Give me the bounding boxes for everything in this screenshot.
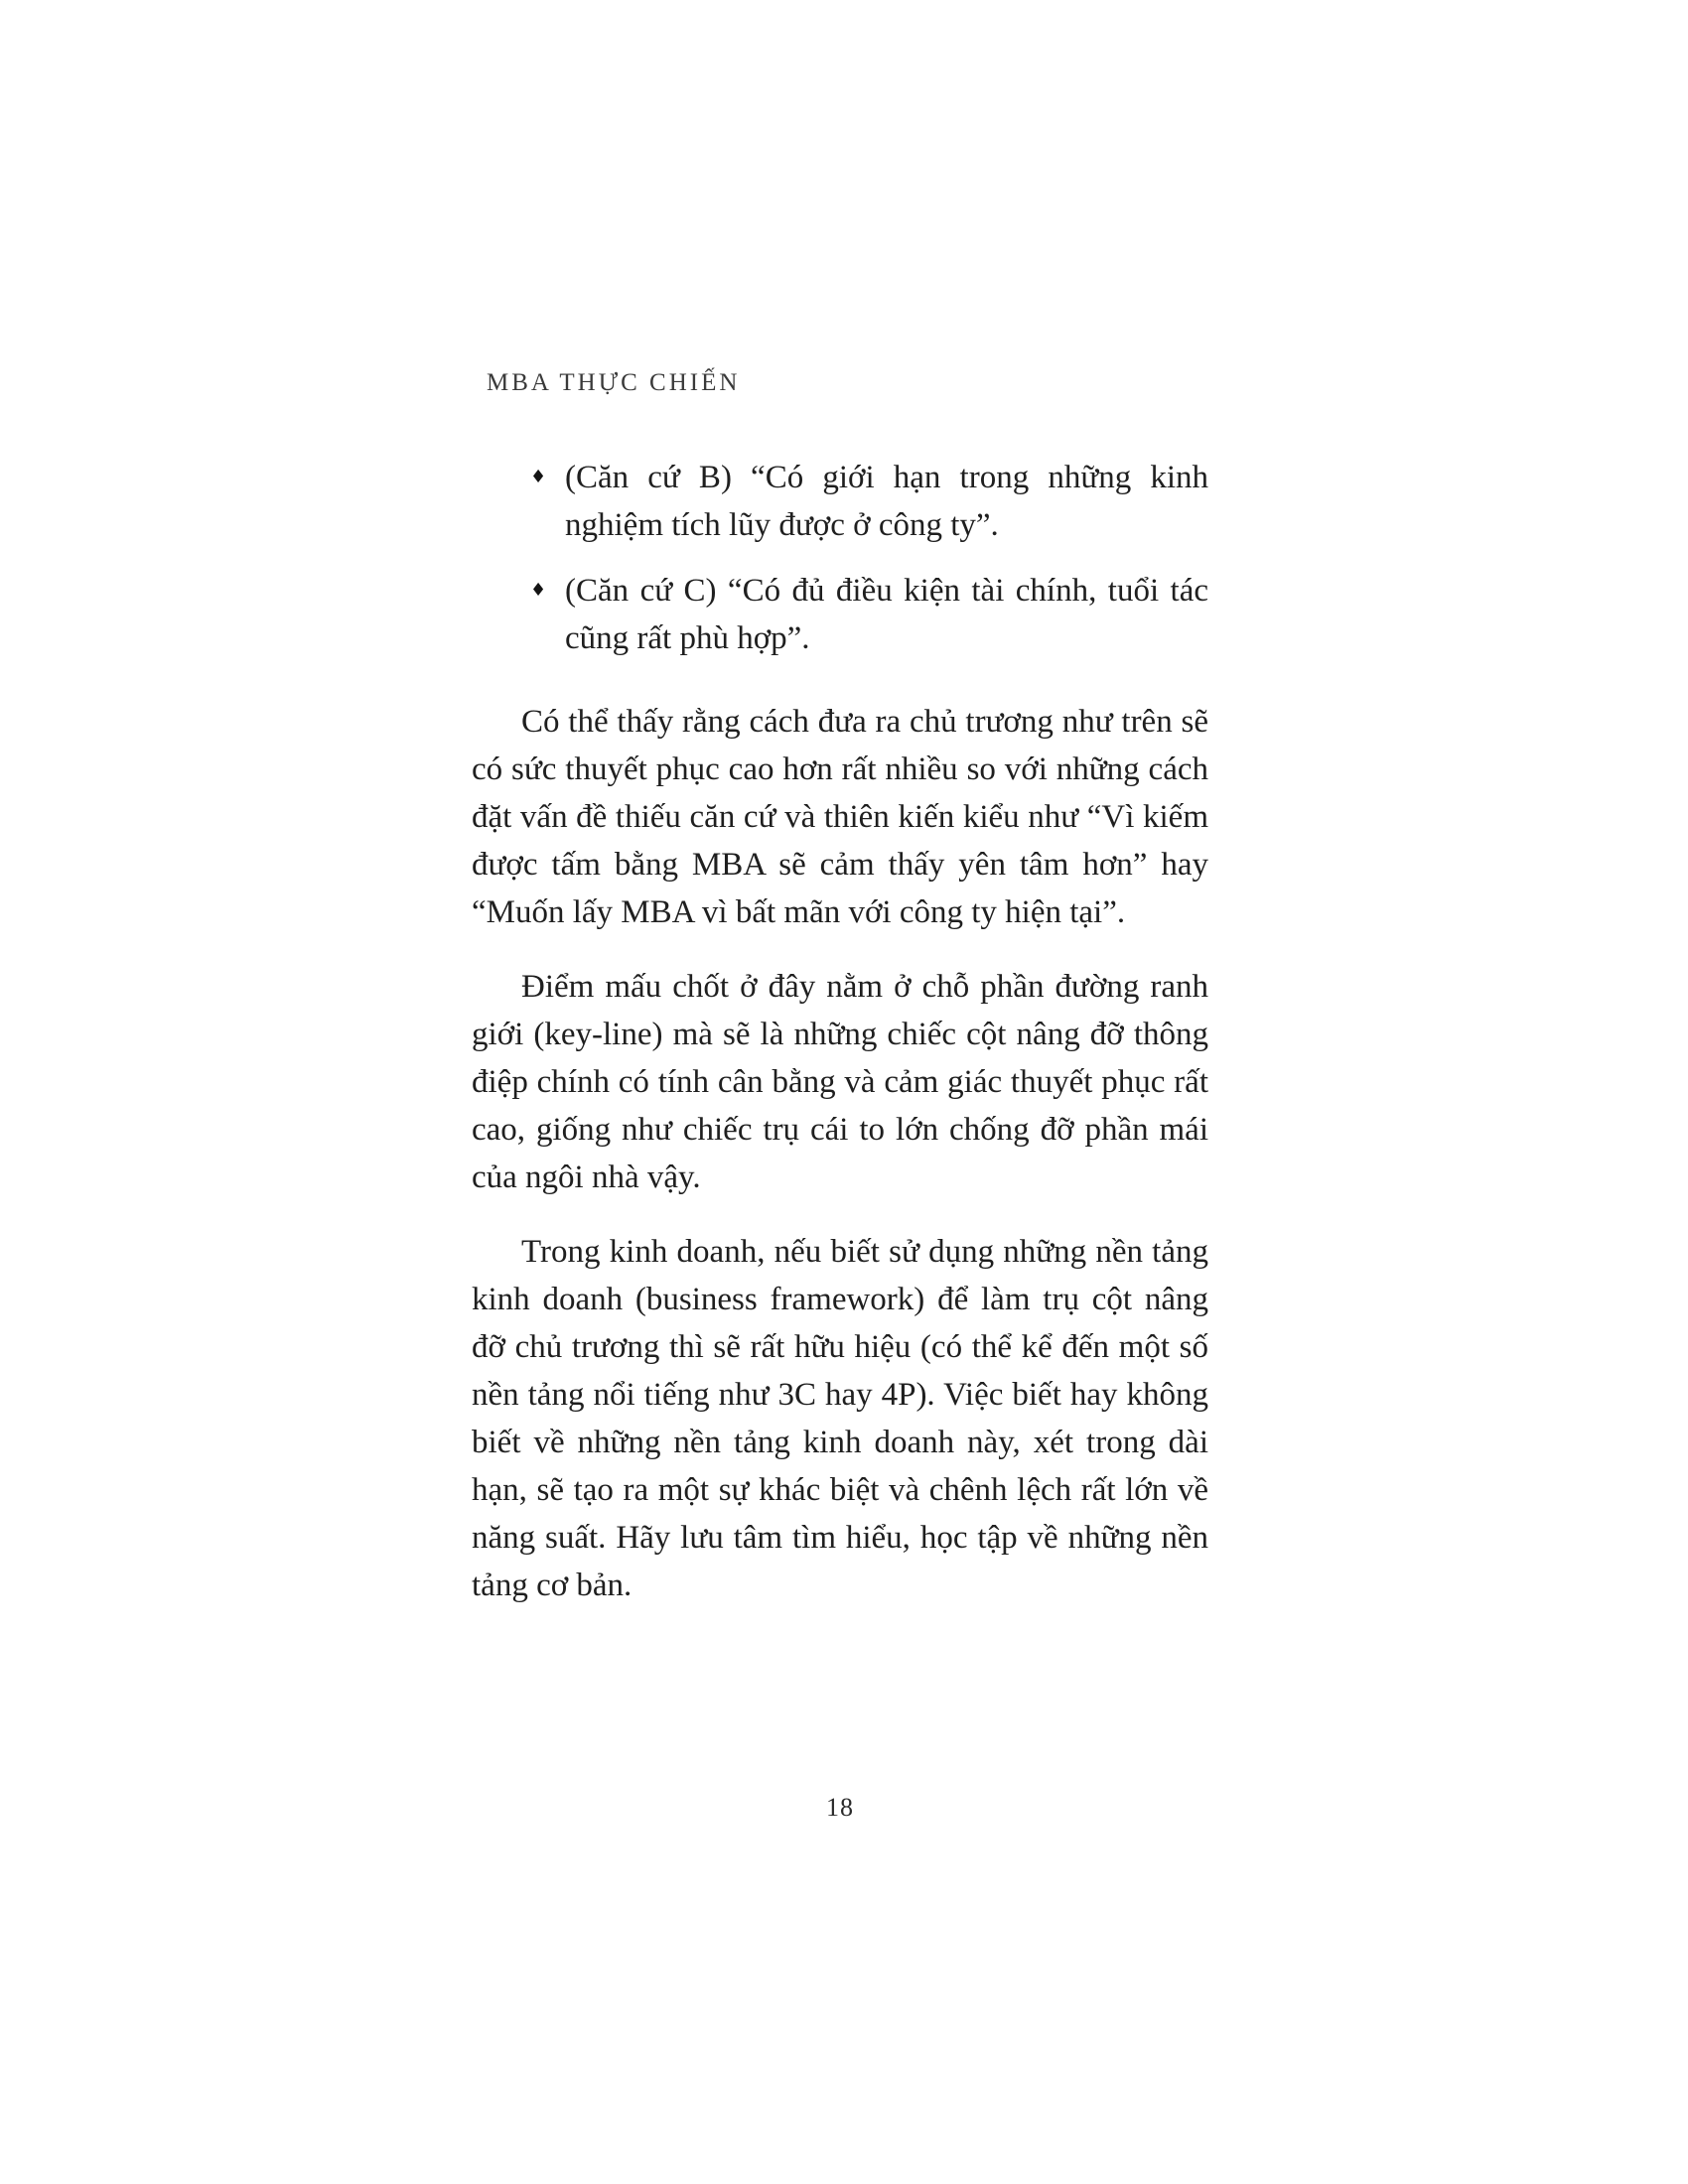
text-column [472, 368, 1208, 1609]
body-paragraph: Trong kinh doanh, nếu biết sử dụng những nền tảng kinh doanh (business framework) để làm trụ cột nâng đỡ chủ trương thì sẽ rất hữu hiệu (có thể kể đến một số nền tảng nổi tiếng như 3C hay 4P). Việc biết hay không biết về những nền tảng kinh doanh này, xét trong dài hạn, sẽ tạo ra một sự khác biệt và chênh lệch rất lớn về năng suất. Hãy lưu tâm tìm hiểu, học tập về những nền tảng cơ bản. [472, 1234, 1208, 1603]
diamond-bullet-icon: ♦ [530, 467, 547, 487]
list-item [530, 567, 1208, 662]
body-paragraph: Điểm mấu chốt ở đây nằm ở chỗ phần đường ranh giới (key-line) mà sẽ là những chiếc cột nâng đỡ thông điệp chính có tính cân bằng và cảm giác thuyết phục rất cao, giống như chiếc trụ cái to lớn chống đỡ phần mái của ngôi nhà vậy. [472, 969, 1208, 1195]
body-paragraph: Có thể thấy rằng cách đưa ra chủ trương như trên sẽ có sức thuyết phục cao hơn rất nhiều so với những cách đặt vấn đề thiếu căn cứ và thiên kiến kiểu như “Vì kiếm được tấm bằng MBA sẽ cảm thấy yên tâm hơn” hay “Muốn lấy MBA vì bất mãn với công ty hiện tại”. [472, 704, 1208, 930]
diamond-bullet-icon: ♦ [530, 580, 547, 601]
list-item [530, 454, 1208, 549]
bullet-list [530, 454, 1208, 662]
page-number: 18 [826, 1793, 854, 1822]
bullet-item-text: (Căn cứ B) “Có giới hạn trong những kinh nghiệm tích lũy được ở công ty”. [565, 460, 1208, 543]
bullet-item-text: (Căn cứ C) “Có đủ điều kiện tài chính, tuổi tác cũng rất phù hợp”. [565, 573, 1208, 656]
running-header: MBA THỰC CHIẾN [487, 369, 741, 396]
